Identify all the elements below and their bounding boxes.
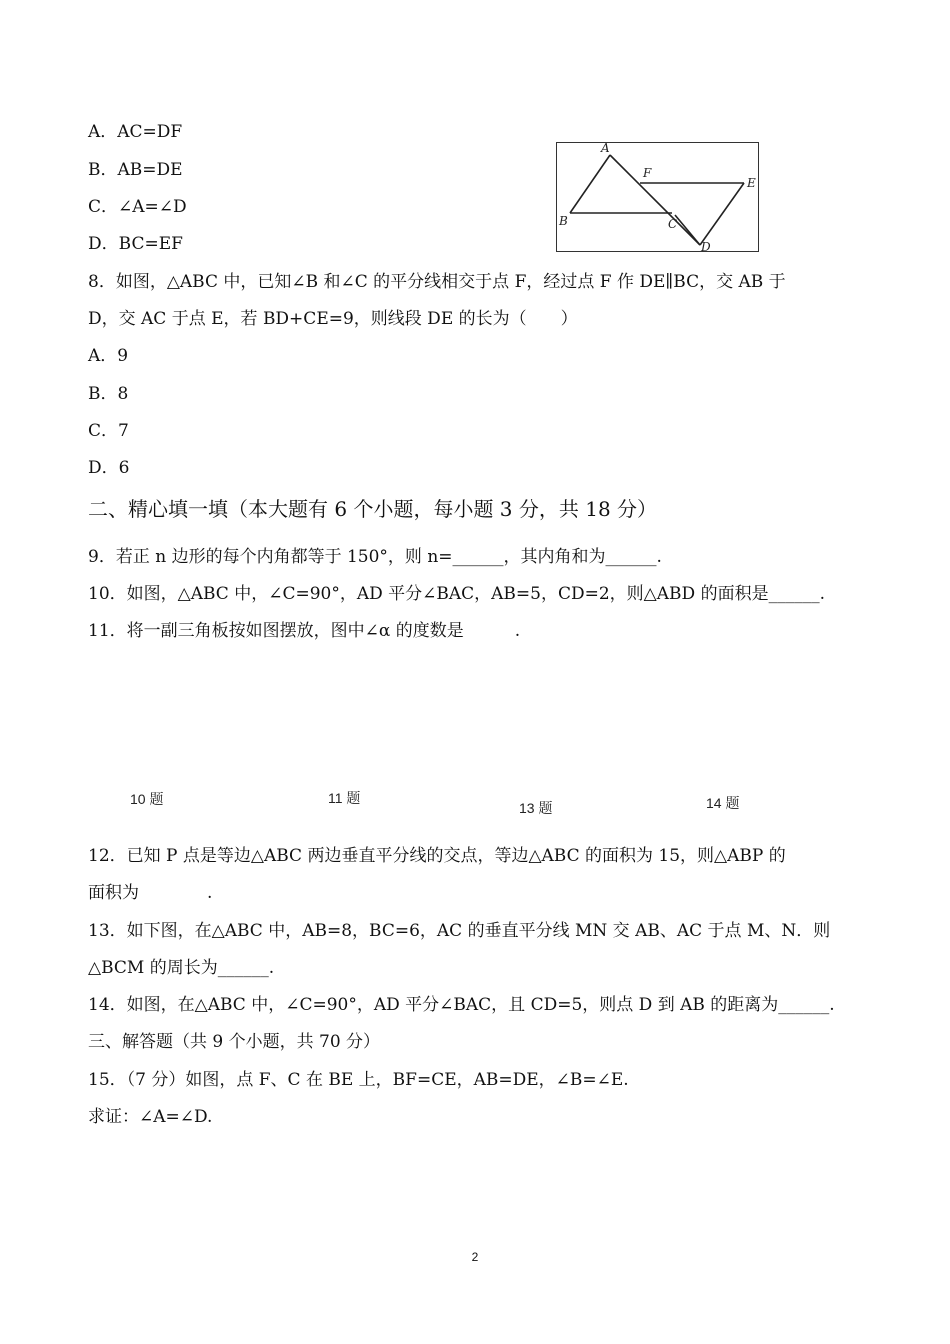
q8-option-b: B．8 [88,384,129,404]
caption-14: 14 题 [706,795,740,811]
q7-option-b: B．AB=DE [88,160,183,180]
q13-line2: △BCM 的周长为______. [88,958,275,978]
q9: 9．若正 n 边形的每个内角都等于 150°，则 n=______，其内角和为______. [88,547,662,567]
label-d: D [701,240,711,253]
q15-line2: 求证：∠A=∠D. [88,1107,213,1127]
label-c: C [668,217,678,231]
q12-line2: 面积为 . [88,883,213,903]
caption-11: 11 题 [328,790,361,806]
page-number: 2 [471,1250,479,1264]
q7-figure [556,142,759,252]
q10: 10．如图，△ABC 中，∠C=90°，AD 平分∠BAC，AB=5，CD=2，则△ABD 的面积是______. [88,584,825,604]
caption-13: 13 题 [519,800,553,816]
q14: 14．如图，在△ABC 中，∠C=90°，AD 平分∠BAC，且 CD=5，则点 D 到 AB 的距离为______. [88,995,835,1015]
q13-line1: 13．如下图，在△ABC 中，AB=8，BC=6，AC 的垂直平分线 MN 交 AB、AC 于点 M、N．则 [88,921,831,941]
label-b: B [559,214,568,228]
label-e: E [747,176,756,190]
q8-option-d: D．6 [88,458,130,478]
q8-option-a: A．9 [88,346,129,366]
q8-line2: D，交 AC 于点 E，若 BD+CE=9，则线段 DE 的长为（ ） [88,309,578,329]
q7-option-a: A．AC=DF [88,122,183,142]
section2-title: 二、精心填一填（本大题有 6 个小题，每小题 3 分，共 18 分） [88,497,658,521]
q15-line1: 15．（7 分）如图，点 F、C 在 BE 上，BF=CE，AB=DE，∠B=∠E. [88,1070,629,1090]
q12-line1: 12．已知 P 点是等边△ABC 两边垂直平分线的交点，等边△ABC 的面积为 15，则△ABP 的 [88,846,786,866]
q7-option-d: D．BC=EF [88,234,183,254]
section3-title: 三、解答题（共 9 个小题，共 70 分） [88,1032,381,1052]
q8-line1: 8．如图，△ABC 中，已知∠B 和∠C 的平分线相交于点 F，经过点 F 作 DE∥BC，交 AB 于 [88,272,786,292]
q11: 11．将一副三角板按如图摆放，图中∠α 的度数是 . [88,621,521,641]
caption-10: 10 题 [130,791,164,807]
label-f: F [643,166,652,180]
q7-option-c: C．∠A=∠D [88,197,187,217]
label-a: A [601,143,610,155]
q8-option-c: C．7 [88,421,129,441]
q7-figure-diagram [557,143,760,253]
